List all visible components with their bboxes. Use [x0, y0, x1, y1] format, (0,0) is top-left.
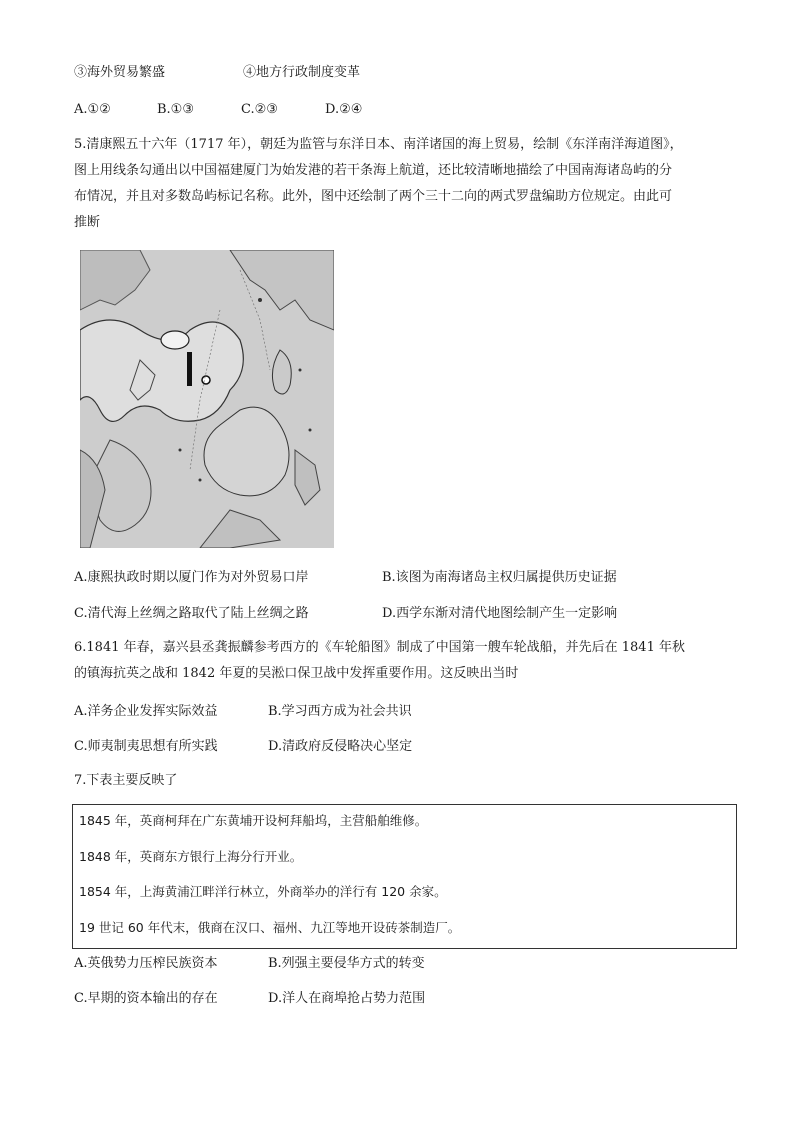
q5-stem-line-1: 5.清康熙五十六年（1717 年），朝廷为监管与东洋日本、南洋诸国的海上贸易，绘制《东洋南洋海道图》，: [74, 137, 683, 152]
table-row: 1845 年，英商柯拜在广东黄埔开设柯拜船坞，主营船舶维修。: [79, 813, 428, 828]
q6-stem-line-2: 的镇海抗英之战和 1842 年夏的吴淞口保卫战中发挥重要作用。这反映出当时: [74, 666, 519, 681]
q6-option-d[interactable]: D.清政府反侵略决心坚定: [268, 739, 413, 754]
q6-stem-line-1: 6.1841 年春，嘉兴县丞龚振麟参考西方的《车轮船图》制成了中国第一艘车轮战船，并先后在 1841 年秋: [74, 640, 685, 655]
q5-option-d[interactable]: D.西学东渐对清代地图绘制产生一定影响: [382, 606, 618, 621]
q6-option-b[interactable]: B.学习西方成为社会共识: [268, 704, 412, 719]
q4-option-b[interactable]: B.①③: [157, 102, 194, 117]
q7-option-a[interactable]: A.英俄势力压榨民族资本: [74, 956, 218, 971]
q7-option-b[interactable]: B.列强主要侵华方式的转变: [268, 956, 425, 971]
table-row: 1854 年，上海黄浦江畔洋行林立，外商举办的洋行有 120 余家。: [79, 884, 447, 899]
q7-stem: 7.下表主要反映了: [74, 773, 178, 788]
table-row: 1848 年，英商东方银行上海分行开业。: [79, 849, 303, 864]
q5-stem-line-3: 布情况，并且对多数岛屿标记名称。此外，图中还绘制了两个三十二向的两式罗盘编助方位规定。由此可: [74, 189, 673, 204]
q5-option-a[interactable]: A.康熙执政时期以厦门作为对外贸易口岸: [74, 570, 309, 585]
q4-option-c[interactable]: C.②③: [241, 102, 278, 117]
q5-option-c[interactable]: C.清代海上丝绸之路取代了陆上丝绸之路: [74, 606, 309, 621]
q4-option-d[interactable]: D.②④: [325, 102, 363, 117]
q7-option-c[interactable]: C.早期的资本输出的存在: [74, 991, 218, 1006]
table-row: 19 世记 60 年代末，俄商在汉口、福州、九江等地开设砖茶制造厂。: [79, 920, 461, 935]
q4-item-4: ④地方行政制度变革: [243, 65, 361, 80]
q4-option-a[interactable]: A.①②: [74, 102, 111, 117]
q6-option-c[interactable]: C.师夷制夷思想有所实践: [74, 739, 218, 754]
q5-stem-line-4: 推断: [74, 215, 101, 230]
q7-fact-table: [72, 804, 737, 949]
historical-sea-map-image: [80, 250, 334, 548]
q4-item-3: ③海外贸易繁盛: [74, 65, 166, 80]
q7-option-d[interactable]: D.洋人在商埠抢占势力范围: [268, 991, 426, 1006]
q5-option-b[interactable]: B.该图为南海诸岛主权归属提供历史证据: [382, 570, 617, 585]
q5-stem-line-2: 图上用线条勾通出以中国福建厦门为始发港的若干条海上航道，还比较清晰地描绘了中国南海诸岛屿的分: [74, 163, 673, 178]
q6-option-a[interactable]: A.洋务企业发挥实际效益: [74, 704, 218, 719]
